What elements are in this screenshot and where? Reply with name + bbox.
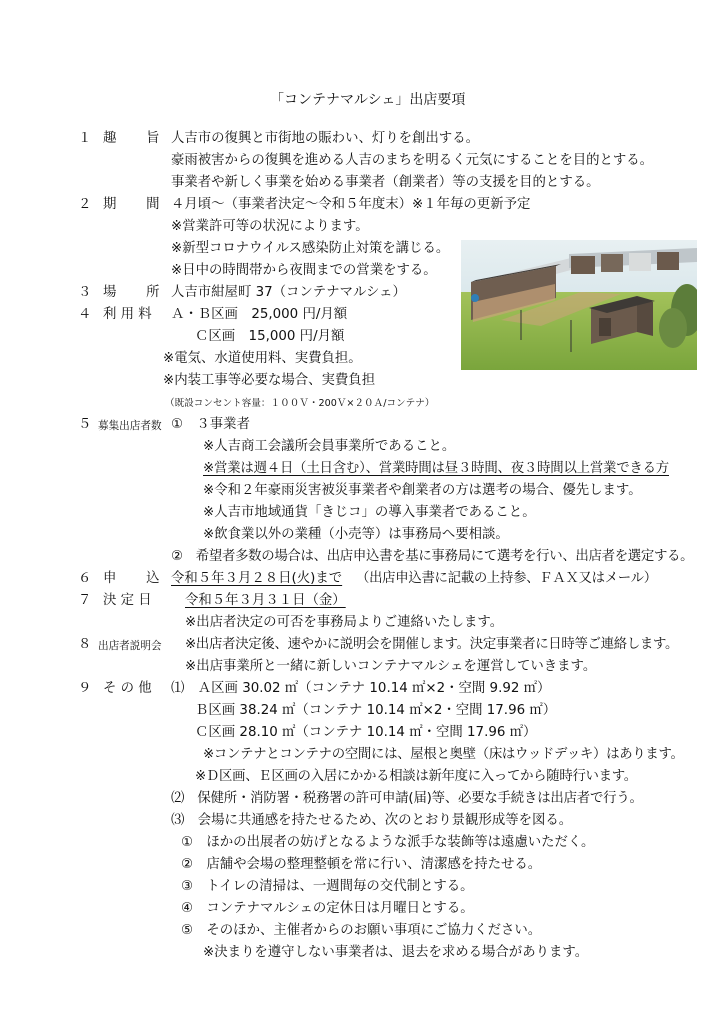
item-line: ⑵ 保健所・消防署・税務署の許可申請(届)等、必要な手続きは出店者で行う。 <box>171 791 643 806</box>
item-label: 出店者説明会 <box>98 640 162 652</box>
item-number: ７ <box>78 593 92 608</box>
item-line: ③ トイレの清掃は、一週間毎の交代制とする。 <box>181 879 474 894</box>
item-label: 募集出店者数 <box>98 420 162 432</box>
item-line: ※出店者決定後、速やかに説明会を開催します。決定事業者に日時等ご連絡します。 <box>185 637 679 652</box>
item-number: ４ <box>78 307 92 322</box>
item-line: ⑶ 会場に共通感を持たせるため、次のとおり景観形成等を図る。 <box>171 813 573 828</box>
page-title: 「コンテナマルシェ」出店要項 <box>270 92 466 108</box>
item-label: そ の 他 <box>103 681 152 696</box>
item-number: ８ <box>78 637 92 652</box>
item-line: ※決まりを遵守しない事業者は、退去を求める場合があります。 <box>203 945 589 960</box>
deadline: 令和５年３月２８日(火)まで <box>171 571 343 586</box>
item-line: 人吉市の復興と市街地の賑わい、灯りを創出する。 <box>171 131 479 146</box>
item-line: ※内装工事等必要な場合、実費負担 <box>163 373 376 388</box>
container-marche-rendering-image <box>461 240 697 370</box>
item-line: ※新型コロナウイルス感染防止対策を講じる。 <box>171 241 450 256</box>
item-line: ※人吉市地域通貨「きじコ」の導入事業者であること。 <box>203 505 536 520</box>
item-line: ※コンテナとコンテナの空間には、屋根と奥壁（床はウッドデッキ）はあります。 <box>203 747 684 762</box>
item-line: ※日中の時間帯から夜間までの営業をする。 <box>171 263 437 278</box>
item-line: Ｂ区画 38.24 ㎡（コンテナ 10.14 ㎡×2・空間 17.96 ㎡） <box>195 703 557 718</box>
item-note: （既設コンセント容量：１００Ｖ・200Ｖ×２０Ａ/コンテナ） <box>165 398 435 409</box>
item-line: ※出店事業所と一緒に新しいコンテナマルシェを運営していきます。 <box>185 659 597 674</box>
item-line: Ｃ区画 15,000 円/月額 <box>195 329 345 344</box>
item-number: ２ <box>78 197 92 212</box>
item-line: ※電気、水道使用料、実費負担。 <box>163 351 362 366</box>
item-line: ① ３事業者 <box>171 417 250 432</box>
item-line: ※人吉商工会議所会員事業所であること。 <box>203 439 456 454</box>
item-label: 期 間 <box>103 197 161 212</box>
item-line: ※飲食業以外の業種（小売等）は事務局へ要相談。 <box>203 527 509 542</box>
item-line: ④ コンテナマルシェの定休日は月曜日とする。 <box>181 901 474 916</box>
item-label: 趣 旨 <box>103 131 161 146</box>
item-number: ６ <box>78 571 92 586</box>
item-line: ４月頃～（事業者決定～令和５年度末）※１年毎の更新予定 <box>171 197 531 212</box>
item-line: Ｃ区画 28.10 ㎡（コンテナ 10.14 ㎡・空間 17.96 ㎡） <box>195 725 537 740</box>
item-line: ② 希望者多数の場合は、出店申込書を基に事務局にて選考を行い、出店者を選定する。 <box>171 549 694 564</box>
item-line: ※営業許可等の状況によります。 <box>171 219 369 234</box>
item-line: Ａ・Ｂ区画 25,000 円/月額 <box>171 307 348 322</box>
item-line: ※出店者決定の可否を事務局よりご連絡いたします。 <box>185 615 504 630</box>
item-number: １ <box>78 131 92 146</box>
item-label: 利 用 料 <box>103 307 152 322</box>
decision-date: 令和５年３月３１日（金） <box>185 593 346 608</box>
item-line: ② 店舗や会場の整理整頓を常に行い、清潔感を持たせる。 <box>181 857 542 872</box>
item-line: ⑴ Ａ区画 30.02 ㎡（コンテナ 10.14 ㎡×2・空間 9.92 ㎡） <box>171 681 551 696</box>
rendering-illustration <box>461 240 697 370</box>
item-line: 人吉市紺屋町 37（コンテナマルシェ） <box>171 285 406 300</box>
item-line: ① ほかの出展者の妨げとなるような派手な装飾等は遠慮いただく。 <box>181 835 595 850</box>
item-line: 豪雨被害からの復興を進める人吉のまちを明るく元気にすることを目的とする。 <box>171 153 654 168</box>
item-line: ※令和２年豪雨災害被災事業者や創業者の方は選考の場合、優先します。 <box>203 483 642 498</box>
item-line: ⑤ そのほか、主催者からのお願い事項にご協力ください。 <box>181 923 542 938</box>
item-line: （出店申込書に記載の上持参、ＦＡＸ又はメール） <box>356 571 657 586</box>
item-line-underlined: ※営業は週４日（土日含む）、営業時間は昼３時間、夜３時間以上営業できる方 <box>203 461 669 476</box>
item-line: 事業者や新しく事業を始める事業者（創業者）等の支援を目的とする。 <box>171 175 600 190</box>
item-number: ５ <box>78 417 92 432</box>
item-label: 場 所 <box>103 285 161 300</box>
item-number: ３ <box>78 285 92 300</box>
item-label: 申 込 <box>103 571 161 586</box>
item-number: ９ <box>78 681 92 696</box>
item-label: 決 定 日 <box>103 593 152 608</box>
item-line: ※Ｄ区画、Ｅ区画の入居にかかる相談は新年度に入ってから随時行います。 <box>195 769 637 784</box>
